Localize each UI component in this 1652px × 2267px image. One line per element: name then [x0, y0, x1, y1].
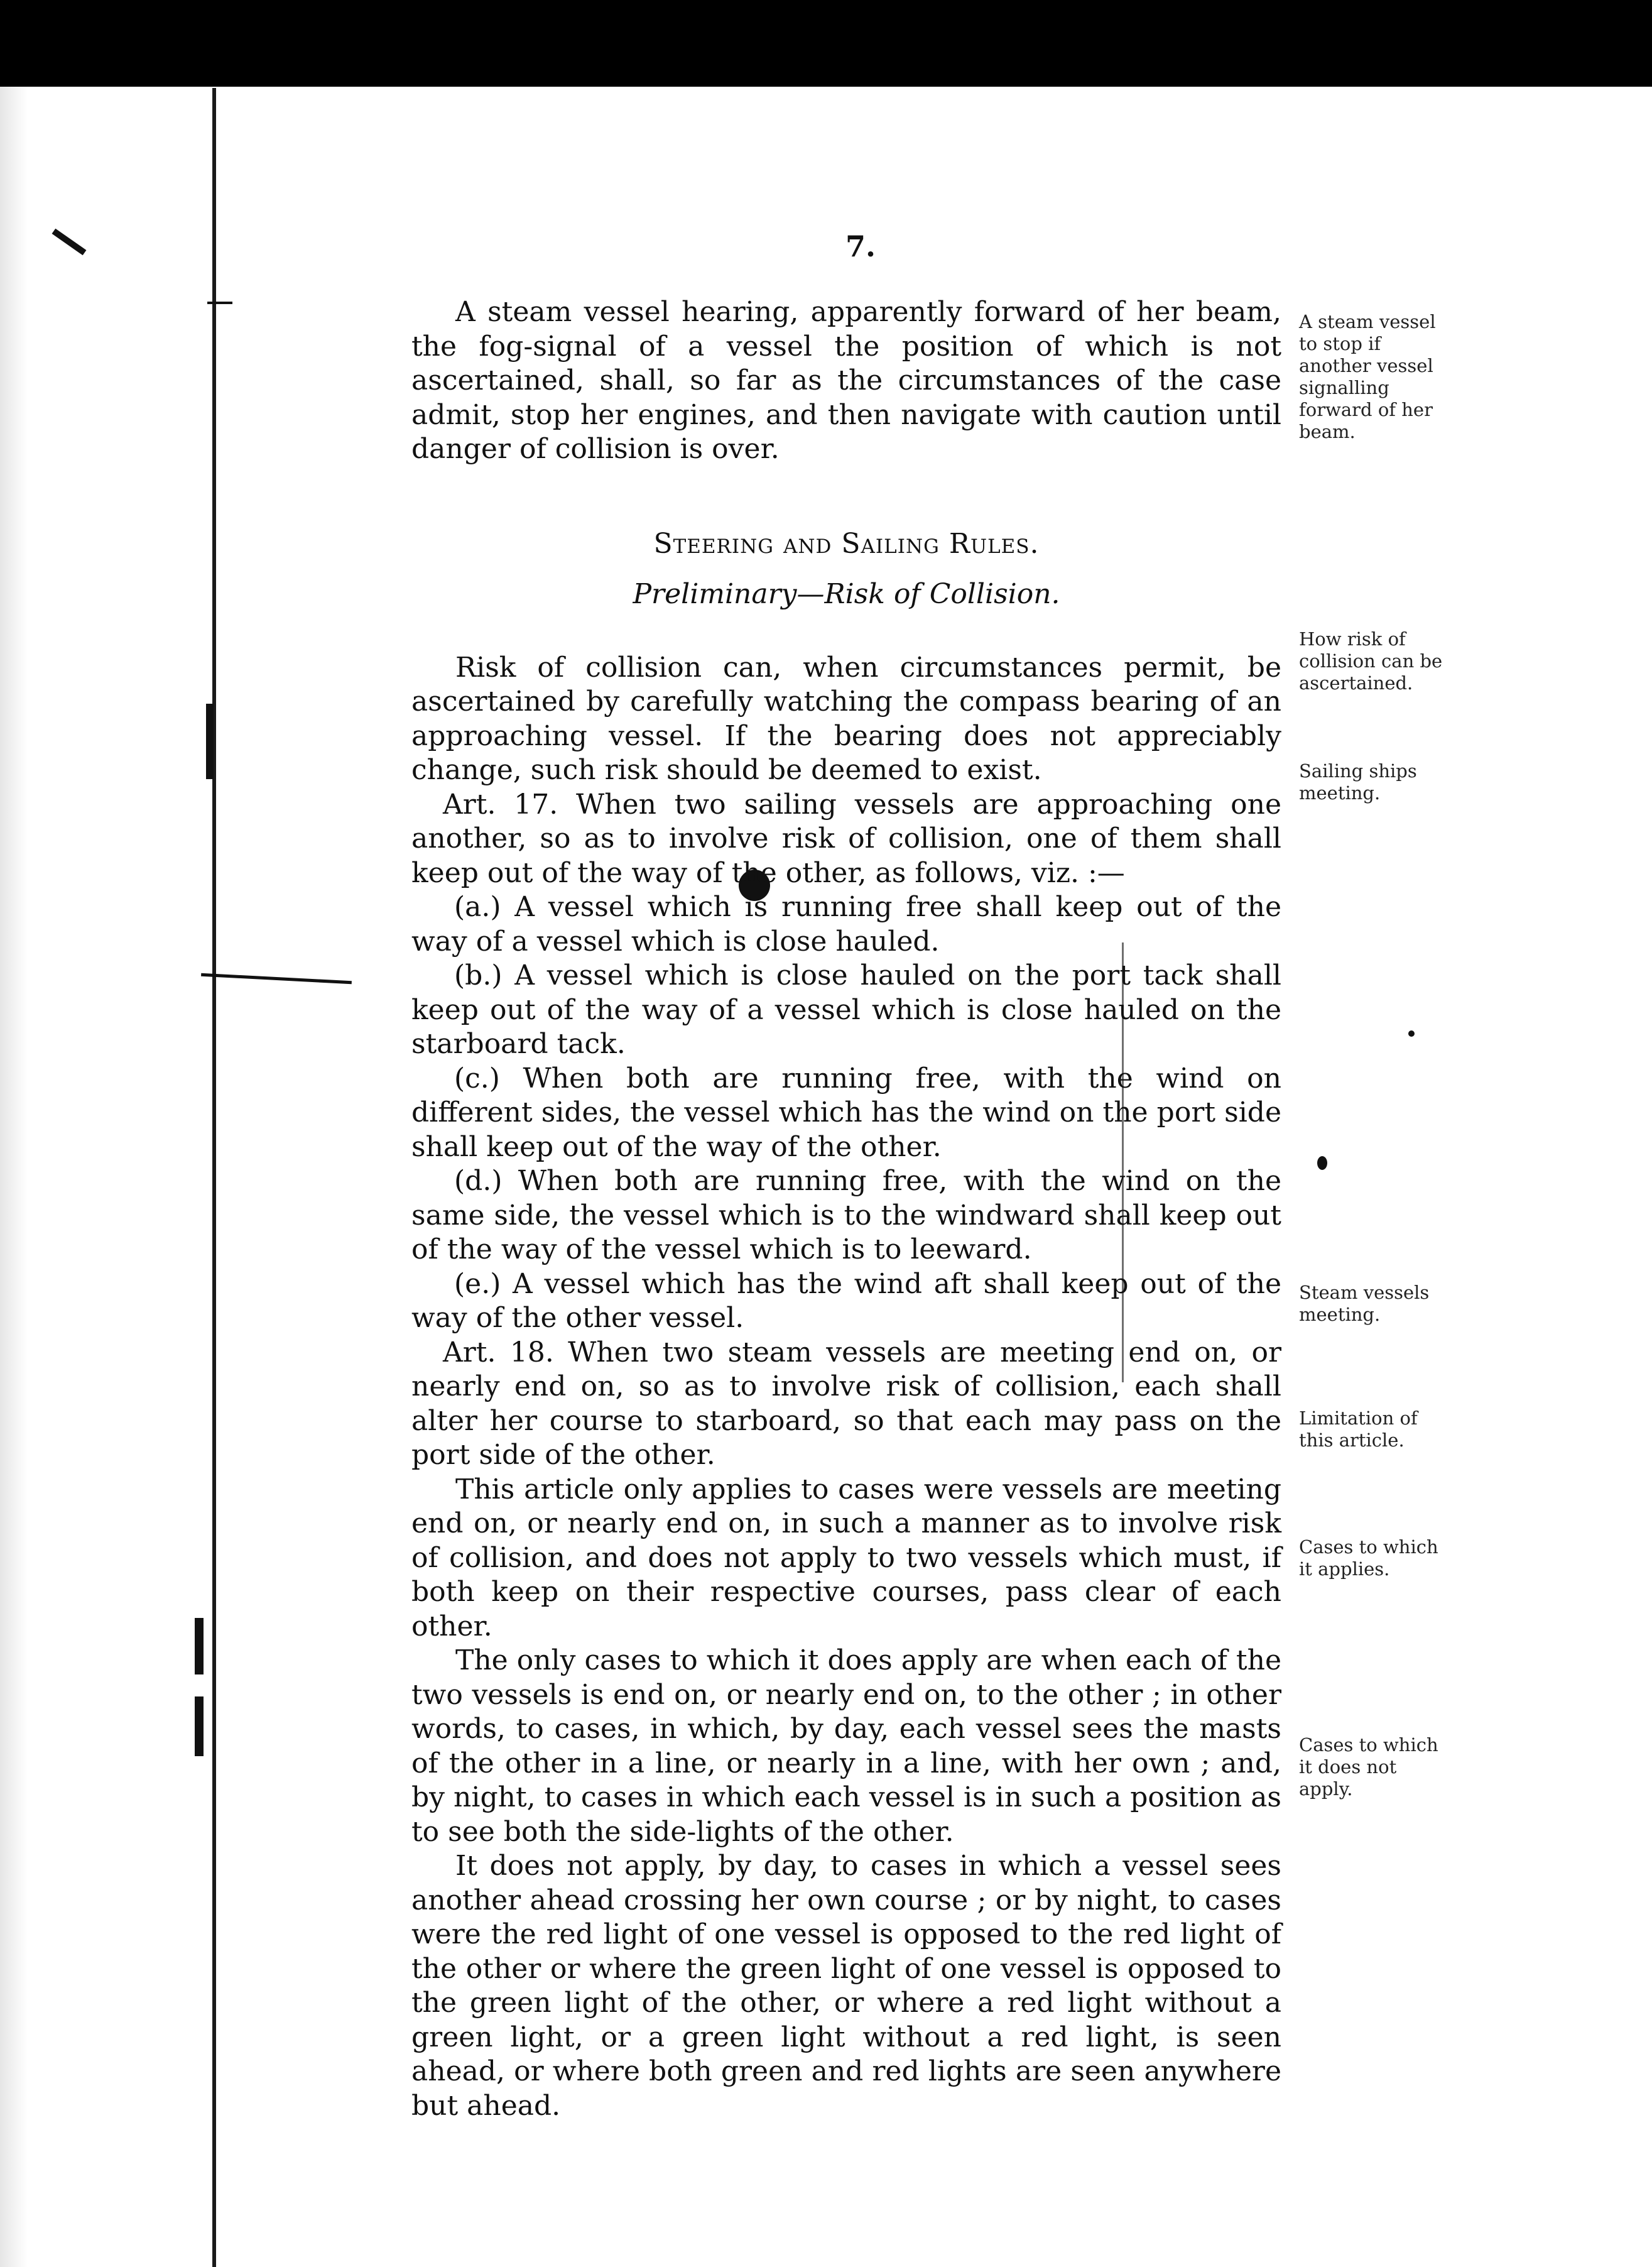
- paragraph-risk-of-collision: Risk of collision can, when circumstances permit, be ascertained by carefully watching the compass bearing of an approaching vessel. If the bearing does not appreciably change, such risk should be deemed to exist.: [411, 651, 1281, 786]
- subsection-heading: Preliminary—Risk of Collision.: [633, 578, 1060, 610]
- margin-mark: [201, 973, 352, 985]
- facing-page-edge: [0, 87, 28, 2267]
- margin-note-sailing-ships-meeting: Sailing ships meeting.: [1299, 760, 1417, 804]
- paragraph-cases-not-applies: It does not apply, by day, to cases in which a vessel sees another ahead crossing her own course ; or by night, to cases were the red light of one vessel is opposed to the red light of the other or where the green light of one vessel is opposed to the green light of the other, or where a red light without a green light, or a green light without a red light, is seen ahead, or where both green and red lights are seen anywhere but ahead.: [411, 1850, 1281, 2122]
- margin-mark: [195, 1696, 204, 1756]
- section-heading: Steering and Sailing Rules.: [653, 527, 1040, 560]
- ink-speck: [1317, 1156, 1327, 1170]
- paragraph-cases-applies: The only cases to which it does apply are when each of the two vessels is end on, or nearly end on, to the other ; in other words, to cases, in which, by day, each vessel sees the masts of the other in a line, or nearly in a line, with her own ; and, by night, to cases in which each vessel is in such a position as to see both the side-lights of the other.: [411, 1644, 1281, 1848]
- margin-note-risk-ascertained: How risk of collision can be ascertained.: [1299, 628, 1443, 694]
- article-18: Art. 18. When two steam vessels are meeting end on, or nearly end on, so as to involve risk of collision, each shall alter her course to starboard, so that each may pass on the port side of the other.: [411, 1336, 1281, 1471]
- article-17-clause-b: (b.) A vessel which is close hauled on the port tack shall keep out of the way of a vessel which is close hauled on the starboard tack.: [411, 959, 1281, 1060]
- margin-note-steam-stop: A steam vessel to stop if another vessel signalling forward of her beam.: [1299, 311, 1436, 442]
- margin-note-cases-not-applies: Cases to which it does not apply.: [1299, 1734, 1438, 1800]
- article-17-clause-e: (e.) A vessel which has the wind aft shall keep out of the way of the other vessel.: [411, 1267, 1281, 1334]
- article-17-clause-a: (a.) A vessel which is running free shall keep out of the way of a vessel which is close hauled.: [411, 891, 1281, 958]
- page-number: 7.: [845, 229, 876, 263]
- margin-note-steam-vessels-meeting: Steam vessels meeting.: [1299, 1282, 1430, 1325]
- article-17: Art. 17. When two sailing vessels are approaching one another, so as to involve risk of collision, one of them shall keep out of the way of the other, as follows, viz. :—: [411, 788, 1281, 889]
- binding-fold-line: [212, 88, 216, 2267]
- ink-speck: [1408, 1030, 1415, 1037]
- margin-mark: [52, 229, 87, 256]
- paragraph-limitation: This article only applies to cases were vessels are meeting end on, or nearly end on, in such a manner as to involve risk of collision, and does not apply to two vessels which must, if both keep on their respective courses, pass clear of each other.: [411, 1473, 1281, 1642]
- margin-mark: [195, 1618, 204, 1674]
- margin-note-cases-applies: Cases to which it applies.: [1299, 1536, 1438, 1580]
- margin-mark: [207, 302, 232, 304]
- article-17-clause-d: (d.) When both are running free, with the wind on the same side, the vessel which is to the windward shall keep out of the way of the vessel which is to leeward.: [411, 1165, 1281, 1265]
- main-text-column: [411, 295, 1281, 2123]
- article-17-clause-c: (c.) When both are running free, with the wind on different sides, the vessel which has the wind on the port side shall keep out of the way of the other.: [411, 1062, 1281, 1163]
- paragraph-steam-vessel-fog-signal: A steam vessel hearing, apparently forward of her beam, the fog-signal of a vessel the position of which is not ascertained, shall, so far as the circumstances of the case admit, stop her engines, and then navigate with caution until danger of collision is over.: [411, 296, 1281, 465]
- margin-mark: [206, 704, 214, 779]
- scan-top-border: [0, 0, 1652, 87]
- margin-note-limitation: Limitation of this article.: [1299, 1407, 1418, 1451]
